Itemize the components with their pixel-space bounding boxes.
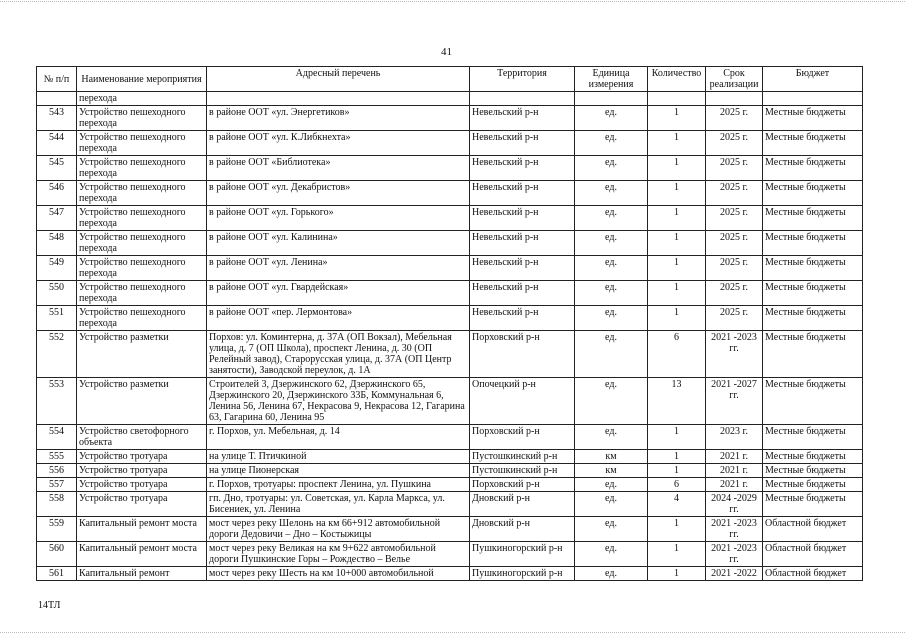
row-budget: Местные бюджеты	[763, 256, 863, 281]
row-number: 553	[37, 378, 77, 425]
row-term: 2023 г.	[706, 425, 763, 450]
row-qty: 1	[648, 281, 706, 306]
row-territory: Невельский р-н	[470, 231, 575, 256]
row-address: мост через реку Великая на км 9+622 автомобильной дороги Пушкинские Горы – Рождество – Велье	[207, 542, 470, 567]
row-qty: 1	[648, 206, 706, 231]
table-header-row	[37, 67, 863, 92]
row-qty: 1	[648, 231, 706, 256]
row-territory: Невельский р-н	[470, 281, 575, 306]
row-qty: 1	[648, 256, 706, 281]
row-address: в районе ООТ «ул. Ленина»	[207, 256, 470, 281]
row-number: 559	[37, 517, 77, 542]
row-name: Устройство пешеходного перехода	[77, 181, 207, 206]
row-name: Устройство разметки	[77, 378, 207, 425]
header-unit: Единица измерения	[575, 67, 648, 92]
table-row	[37, 231, 863, 256]
header-territory: Территория	[470, 67, 575, 92]
row-address: Строителей 3, Дзержинского 62, Дзержинского 65, Дзержинского 20, Дзержинского 33Б, Коммунальная 6, Ленина 56, Ленина 67, Некрасова 9, Некрасова 12, Гагарина 63, Гагарина 60, Ленина 95	[207, 378, 470, 425]
header-num: № п/п	[37, 67, 77, 92]
row-unit: ед.	[575, 156, 648, 181]
table-row	[37, 281, 863, 306]
footer-code: 14ТЛ	[38, 600, 61, 611]
row-name: Капитальный ремонт	[77, 567, 207, 581]
table-row	[37, 131, 863, 156]
row-qty: 4	[648, 492, 706, 517]
row-address: в районе ООТ «ул. Энергетиков»	[207, 106, 470, 131]
row-name: Капитальный ремонт моста	[77, 542, 207, 567]
row-term: 2025 г.	[706, 206, 763, 231]
row-number: 548	[37, 231, 77, 256]
row-budget: Областной бюджет	[763, 567, 863, 581]
row-number: 549	[37, 256, 77, 281]
row-number: 556	[37, 464, 77, 478]
header-qty: Количество	[648, 67, 706, 92]
row-qty: 1	[648, 181, 706, 206]
row-name: Устройство тротуара	[77, 450, 207, 464]
table-row	[37, 492, 863, 517]
row-unit: ед.	[575, 206, 648, 231]
row-name: Устройство тротуара	[77, 464, 207, 478]
row-name: Капитальный ремонт моста	[77, 517, 207, 542]
row-term: 2021 -2023 гг.	[706, 542, 763, 567]
table-row	[37, 106, 863, 131]
row-number: 557	[37, 478, 77, 492]
table-row	[37, 425, 863, 450]
row-term: 2025 г.	[706, 281, 763, 306]
row-qty: 1	[648, 131, 706, 156]
row-unit: ед.	[575, 181, 648, 206]
row-term: 2021 г.	[706, 450, 763, 464]
row-name: Устройство тротуара	[77, 478, 207, 492]
row-address: Порхов: ул. Коминтерна, д. 37А (ОП Вокзал), Мебельная улица, д. 7 (ОП Школа), проспект Ленина, д. 30 (ОП Релейный завод), Старорусская улица, д. 37А (ОП Центр занятости), Заводской переулок, д. 1А	[207, 331, 470, 378]
row-unit: ед.	[575, 256, 648, 281]
row-address: в районе ООТ «ул. Калинина»	[207, 231, 470, 256]
row-name: Устройство разметки	[77, 331, 207, 378]
row-unit: км	[575, 450, 648, 464]
row-territory: Пушкиногорский р-н	[470, 542, 575, 567]
table-row	[37, 378, 863, 425]
table-row	[37, 567, 863, 581]
row-qty: 1	[648, 517, 706, 542]
row-qty: 1	[648, 106, 706, 131]
row-term: 2021 -2023 гг.	[706, 517, 763, 542]
row-term: 2025 г.	[706, 256, 763, 281]
row-number: 555	[37, 450, 77, 464]
row-budget: Местные бюджеты	[763, 478, 863, 492]
row-budget: Местные бюджеты	[763, 156, 863, 181]
row-territory: Дновский р-н	[470, 492, 575, 517]
table-row	[37, 450, 863, 464]
row-term: 2021 г.	[706, 464, 763, 478]
row-territory: Порховский р-н	[470, 331, 575, 378]
top-scan-line	[0, 1, 905, 5]
row-qty: 1	[648, 450, 706, 464]
table-row	[37, 206, 863, 231]
row-budget: Местные бюджеты	[763, 464, 863, 478]
header-name: Наименование мероприятия	[77, 67, 207, 92]
row-term: 2021 -2023 гг.	[706, 331, 763, 378]
row-name: Устройство пешеходного перехода	[77, 231, 207, 256]
page-number: 41	[441, 46, 452, 58]
row-unit: ед.	[575, 425, 648, 450]
row-budget: Местные бюджеты	[763, 181, 863, 206]
row-qty: 1	[648, 425, 706, 450]
row-unit: ед.	[575, 331, 648, 378]
row-qty: 6	[648, 331, 706, 378]
header-address: Адресный перечень	[207, 67, 470, 92]
row-number: 551	[37, 306, 77, 331]
row-number: 544	[37, 131, 77, 156]
row-territory: Невельский р-н	[470, 131, 575, 156]
row-budget: Местные бюджеты	[763, 231, 863, 256]
row-qty: 1	[648, 542, 706, 567]
row-term: 2025 г.	[706, 156, 763, 181]
row-unit: ед.	[575, 106, 648, 131]
table-row	[37, 517, 863, 542]
row-budget: Местные бюджеты	[763, 206, 863, 231]
row-budget: Местные бюджеты	[763, 378, 863, 425]
row-budget: Местные бюджеты	[763, 331, 863, 378]
row-number: 547	[37, 206, 77, 231]
row-territory: Дновский р-н	[470, 517, 575, 542]
row-unit: ед.	[575, 492, 648, 517]
row-qty: 1	[648, 156, 706, 181]
row-territory: Невельский р-н	[470, 156, 575, 181]
row-term: 2025 г.	[706, 131, 763, 156]
row-budget: Местные бюджеты	[763, 306, 863, 331]
table-row	[37, 464, 863, 478]
row-address: мост через реку Шелонь на км 66+912 автомобильной дороги Дедовичи – Дно – Костыжицы	[207, 517, 470, 542]
row-qty: 13	[648, 378, 706, 425]
bottom-scan-line	[0, 632, 905, 633]
row-address: на улице Пионерская	[207, 464, 470, 478]
row-name: Устройство тротуара	[77, 492, 207, 517]
continuation-row	[37, 92, 863, 106]
row-address: на улице Т. Птичкиной	[207, 450, 470, 464]
row-number: 561	[37, 567, 77, 581]
row-budget: Местные бюджеты	[763, 106, 863, 131]
row-unit: ед.	[575, 542, 648, 567]
row-address: в районе ООТ «ул. Гвардейская»	[207, 281, 470, 306]
row-address: в районе ООТ «ул. К.Либкнехта»	[207, 131, 470, 156]
row-number: 558	[37, 492, 77, 517]
row-budget: Местные бюджеты	[763, 425, 863, 450]
row-term: 2025 г.	[706, 231, 763, 256]
row-territory: Опочецкий р-н	[470, 378, 575, 425]
row-number: 550	[37, 281, 77, 306]
row-unit: ед.	[575, 231, 648, 256]
row-unit: ед.	[575, 378, 648, 425]
row-unit: ед.	[575, 281, 648, 306]
row-address: в районе ООТ «ул. Декабристов»	[207, 181, 470, 206]
row-name: Устройство пешеходного перехода	[77, 306, 207, 331]
row-term: 2021 -2022	[706, 567, 763, 581]
row-qty: 1	[648, 567, 706, 581]
header-term: Срок реализации	[706, 67, 763, 92]
row-address: в районе ООТ «пер. Лермонтова»	[207, 306, 470, 331]
row-qty: 1	[648, 464, 706, 478]
row-name: Устройство светофорного объекта	[77, 425, 207, 450]
row-address: мост через реку Шесть на км 10+000 автомобильной	[207, 567, 470, 581]
row-number: 560	[37, 542, 77, 567]
row-territory: Невельский р-н	[470, 181, 575, 206]
row-number: 546	[37, 181, 77, 206]
row-territory: Порховский р-н	[470, 425, 575, 450]
row-budget: Местные бюджеты	[763, 492, 863, 517]
row-territory: Невельский р-н	[470, 256, 575, 281]
row-budget: Местные бюджеты	[763, 131, 863, 156]
row-number: 554	[37, 425, 77, 450]
row-number: 543	[37, 106, 77, 131]
row-unit: ед.	[575, 567, 648, 581]
row-term: 2025 г.	[706, 181, 763, 206]
measures-table	[36, 66, 863, 581]
table-row	[37, 478, 863, 492]
row-budget: Областной бюджет	[763, 517, 863, 542]
row-address: в районе ООТ «Библиотека»	[207, 156, 470, 181]
row-budget: Областной бюджет	[763, 542, 863, 567]
row-number: 552	[37, 331, 77, 378]
row-budget: Местные бюджеты	[763, 281, 863, 306]
row-territory: Порховский р-н	[470, 478, 575, 492]
continuation-text: перехода	[77, 92, 207, 106]
row-name: Устройство пешеходного перехода	[77, 281, 207, 306]
table-row	[37, 331, 863, 378]
row-term: 2025 г.	[706, 106, 763, 131]
table-row	[37, 156, 863, 181]
row-address: г. Порхов, тротуары: проспект Ленина, ул. Пушкина	[207, 478, 470, 492]
table-row	[37, 542, 863, 567]
row-qty: 6	[648, 478, 706, 492]
row-address: в районе ООТ «ул. Горького»	[207, 206, 470, 231]
row-number: 545	[37, 156, 77, 181]
row-budget: Местные бюджеты	[763, 450, 863, 464]
row-territory: Невельский р-н	[470, 206, 575, 231]
row-term: 2025 г.	[706, 306, 763, 331]
row-territory: Пушкиногорский р-н	[470, 567, 575, 581]
row-unit: ед.	[575, 478, 648, 492]
row-territory: Невельский р-н	[470, 306, 575, 331]
row-unit: км	[575, 464, 648, 478]
row-unit: ед.	[575, 131, 648, 156]
header-budget: Бюджет	[763, 67, 863, 92]
row-term: 2021 г.	[706, 478, 763, 492]
row-unit: ед.	[575, 306, 648, 331]
row-territory: Невельский р-н	[470, 106, 575, 131]
row-address: гп. Дно, тротуары: ул. Советская, ул. Карла Маркса, ул. Бисениек, ул. Ленина	[207, 492, 470, 517]
row-term: 2024 -2029 гг.	[706, 492, 763, 517]
table-row	[37, 256, 863, 281]
table-row	[37, 306, 863, 331]
table-row	[37, 181, 863, 206]
row-name: Устройство пешеходного перехода	[77, 131, 207, 156]
row-name: Устройство пешеходного перехода	[77, 256, 207, 281]
row-qty: 1	[648, 306, 706, 331]
row-address: г. Порхов, ул. Мебельная, д. 14	[207, 425, 470, 450]
row-name: Устройство пешеходного перехода	[77, 106, 207, 131]
row-name: Устройство пешеходного перехода	[77, 156, 207, 181]
row-territory: Пустошкинский р-н	[470, 464, 575, 478]
row-name: Устройство пешеходного перехода	[77, 206, 207, 231]
row-term: 2021 -2027 гг.	[706, 378, 763, 425]
row-unit: ед.	[575, 517, 648, 542]
row-territory: Пустошкинский р-н	[470, 450, 575, 464]
